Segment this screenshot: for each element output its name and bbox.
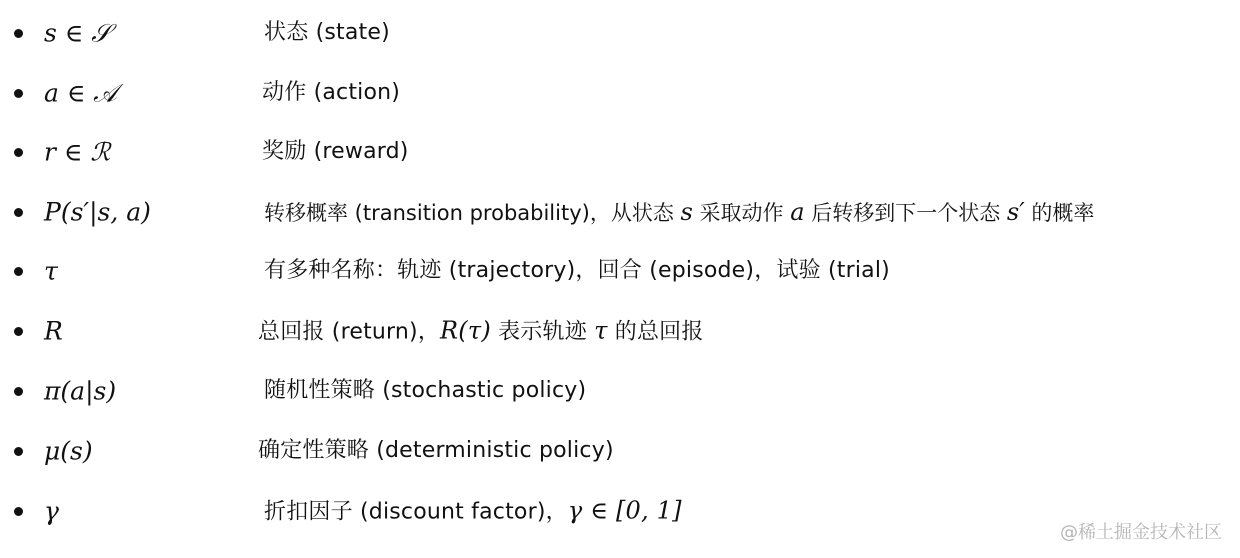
list-item-reward [0, 130, 1240, 174]
bullet-icon [14, 267, 23, 276]
description-text: 转移概率 (transition probability)，从状态 s 采取动作 a 后转移到下一个状态 s′ 的概率 [264, 198, 1095, 226]
math-symbol: γ [44, 496, 59, 526]
bullet-icon [14, 208, 23, 217]
description-text: 奖励 (reward) [262, 139, 409, 164]
math-inline: s′ [1006, 198, 1025, 226]
math-symbol: π(a|s) [44, 376, 117, 406]
description-text: 动作 (action) [262, 80, 401, 105]
math-inline: a [790, 198, 805, 226]
bullet-icon [14, 29, 23, 38]
bullet-icon [14, 447, 23, 456]
description-text: 折扣因子 (discount factor)，γ ∈ [0, 1] [264, 496, 682, 525]
watermark: @稀土掘金技术社区 [1060, 522, 1222, 543]
list-item-return [0, 309, 1240, 353]
math-symbol: s ∈ 𝒮 [44, 18, 111, 48]
list-item-action [0, 71, 1240, 115]
list-item-discount-factor [0, 489, 1240, 533]
list-item-state [0, 11, 1240, 55]
math-symbol: P(s′|s, a) [44, 197, 151, 227]
bullet-icon [14, 148, 23, 157]
bullet-icon [14, 507, 23, 516]
bullet-icon [14, 387, 23, 396]
math-symbol: r ∈ ℛ [44, 137, 111, 167]
math-symbol: a ∈ 𝒜 [44, 78, 117, 108]
math-inline: γ ∈ [0, 1] [567, 496, 682, 525]
math-symbol: τ [44, 256, 58, 286]
list-item-transition-probability [0, 190, 1240, 234]
math-inline: s [680, 198, 693, 226]
list-item-stochastic-policy [0, 369, 1240, 413]
list-item-trajectory [0, 249, 1240, 293]
bullet-icon [14, 89, 23, 98]
description-text: 确定性策略 (deterministic policy) [258, 438, 614, 463]
list-item-deterministic-policy [0, 429, 1240, 473]
description-text: 总回报 (return)，R(τ) 表示轨迹 τ 的总回报 [258, 316, 704, 345]
math-inline: τ [594, 316, 608, 345]
description-text: 状态 (state) [264, 20, 390, 45]
description-text: 随机性策略 (stochastic policy) [264, 378, 587, 403]
math-symbol: R [44, 316, 63, 346]
bullet-icon [14, 327, 23, 336]
math-symbol: μ(s) [44, 436, 93, 466]
math-inline: R(τ) [440, 316, 491, 345]
description-text: 有多种名称：轨迹 (trajectory)，回合 (episode)，试验 (trial) [264, 258, 890, 283]
